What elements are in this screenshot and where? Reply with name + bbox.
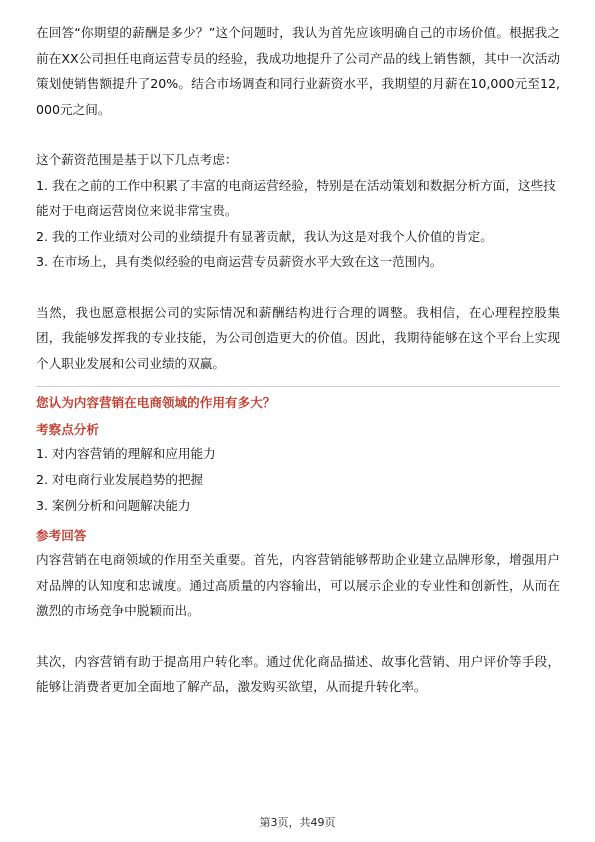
section-divider [36, 386, 560, 387]
considerations-intro: 这个薪资范围是基于以下几点考虑： [36, 152, 238, 167]
analysis-point: 1. 对内容营销的理解和应用能力 [36, 446, 216, 461]
paragraph-gap [36, 624, 560, 649]
consideration-item-1: 1. 我在之前的工作中积累了丰富的电商运营经验，特别是在活动策划和数据分析方面，这些技能对于电商运营岗位来说非常宝贵。 [36, 177, 556, 218]
interview-question: 您认为内容营销在电商领域的作用有多大？ [36, 395, 276, 410]
analysis-points [36, 441, 560, 519]
page-number: 第3页，共49页 [259, 816, 336, 829]
closing-paragraph: 当然，我也愿意根据公司的实际情况和薪酬结构进行合理的调整。我相信，在心理程控股集团，我能够发挥我的专业技能，为公司创造更大的价值。因此，我期待能够在这个平台上实现个人职业发展和公司业绩的双赢。 [36, 304, 560, 371]
consideration-item-2: 2. 我的工作业绩对公司的业绩提升有显著贡献，我认为这是对我个人价值的肯定。 [36, 228, 493, 244]
answer-paragraph-2: 其次，内容营销有助于提高用户转化率。通过优化商品描述、故事化营销、用户评价等手段，能够让消费者更加全面地了解产品，激发购买欲望，从而提升转化率。 [36, 653, 560, 694]
answer-paragraph-1: 内容营销在电商领域的作用至关重要。首先，内容营销能够帮助企业建立品牌形象，增强用户对品牌的认知度和忠诚度。通过高质量的内容输出，可以展示企业的专业性和创新性，从而在激烈的市场竞争中脱颖而出。 [36, 552, 560, 618]
paragraph-gap [36, 122, 560, 147]
paragraph-gap [36, 275, 560, 300]
consideration-item-3: 3. 在市场上，具有类似经验的电商运营专员薪资水平大致在这一范围内。 [36, 254, 443, 269]
analysis-heading: 考察点分析 [36, 422, 99, 437]
analysis-point: 2. 对电商行业发展趋势的把握 [36, 472, 204, 487]
document-page [36, 20, 560, 700]
analysis-point: 3. 案例分析和问题解决能力 [36, 498, 191, 513]
answer-heading: 参考回答 [36, 528, 87, 543]
salary-answer-paragraph: 在回答“你期望的薪酬是多少？”这个问题时，我认为首先应该明确自己的市场价值。根据我之前在XX公司担任电商运营专员的经验，我成功地提升了公司产品的线上销售额，其中一次活动策划使销售额提升了20%。结合市场调查和同行业薪资水平，我期望的月薪在10,000元至12,000元之间。 [36, 25, 560, 117]
